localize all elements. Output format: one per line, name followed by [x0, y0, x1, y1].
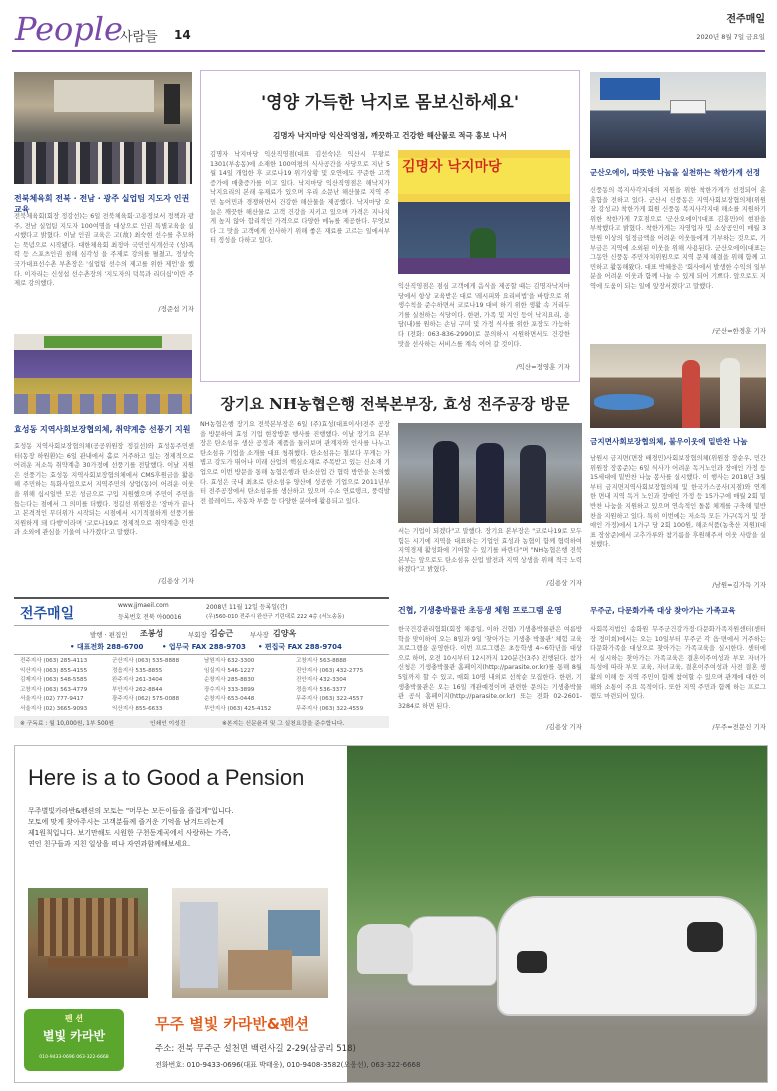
chief-name: 김양옥 — [273, 629, 297, 638]
section-title-korean: 사람들 — [120, 30, 158, 45]
page-number: 14 — [174, 28, 191, 42]
issue-date: 2020년 8월 7일 금요일 — [696, 33, 765, 41]
main-phone: • 대표전화 288-6700 — [70, 643, 144, 651]
info-divider-2 — [14, 654, 389, 655]
construction-headline: 건협, 기생충박물관 초등생 체험 프로그램 운영 — [398, 606, 562, 615]
logo-phone-text: 010-9433-0696 063-322-6668 — [39, 1055, 109, 1060]
info-website[interactable]: www.jjmaeil.com — [118, 602, 169, 609]
ad-description — [28, 806, 328, 850]
construction-body: 한국건강관리협회(회장 채종일, 이하 건협) 기생충박물관은 여름방학을 맞이하여 오는 8일과 9일 '찾아가는 기생충 박물관' 체험 교육프로그램을 운영한다. 이번 프로그램은 초등학생 4~6학년을 대상으로 하며, 오전 10시부터 12시까지 120분간(3주) 진행된다. 참가신청은 기생충박물관 홈페이지(http://parasite.or.kr)를 통해 8월 5일까지 할 수 있고, 매회 10명 내외로 선착순 모집한다. 한편, 기생충박물관은 오는 16일 개관예정이며 관련한 문의는 기생충박물관 공식 홈페이지(http://parasite.or.kr) 또는 전화 02-2601-3284로 하면 된다. — [398, 626, 582, 710]
sports-byline: /정준섭 기자 — [158, 305, 194, 313]
octopus-restaurant-photo — [398, 150, 570, 274]
nh-headline: 장기요 NH농협은행 전북본부장, 효성 전주공장 방문 — [220, 395, 570, 413]
deck-photo — [28, 888, 148, 998]
room-photo — [172, 888, 328, 998]
info-logo: 전주매일 — [20, 606, 75, 622]
info-divider — [14, 625, 389, 626]
octopus-body-left: 김명자 낙지마당 익산직영점(대표 김선숙)은 익산시 무왕로 1301(부송동)에 소재한 100여평의 식사공간을 사당으로 지난 5월 14일 개업한 후 코로나19 위기상황 및 오연에도 꾸준한 고객증가에 매출증가를 이고 있다. 낙지마당 익산직영점은 해낙지가 낙지요리의 본래 유재료가 있으며 우리 소문난 해산물로 지역 주민 농어민과 경쟁하면서 건강한 해산물을 제공했다. 낙지마당 오늘은 깨끗한 해산물로 고객 건강을 지키고 있으며 가격은 지나치게 높지 않아 합리적인 가격으로 다양한 메뉴를 제공한다. 무엇보다 그 맛을 고객에게 선사하기 위해 좋은 재료를 고르는 일에서부터 정성을 다하고 있다. — [210, 151, 390, 245]
ad-description-line: 모토에 맞게 찾아주시는 고객분들께 즐거운 기억을 남겨드리는게 — [28, 818, 224, 826]
muju-headline: 무주군, 다문화가족 대상 찾아가는 가족교육 — [590, 606, 736, 615]
publisher-label: 발행 · 편집인 — [90, 631, 128, 639]
chief-label: 부사장 — [250, 631, 269, 639]
hyosung-body: 효성동 지역사회보장협의체(공공위원장 정길선)와 효성동주민센터(동장 하원환)는 6일 관내에서 홀로 거주하고 있는 경제적으로 어려운 저소득 취약계층 30가정에 선풍기를 전달했다. 이날 지원은 선풍기는 효성동 지역사회보장협의체에서 CMS후원금을 활용해 주민하는 특화사업으로서 지역주민의 상업(동)이 어려운 이웃을 위해 십시일반 모은 성금으로 구입 지원했으며 주민이 주민을 돕는다는 점에서 그 의미를 더했다. 정길선 위원장은 '장마가 끝나고 본격적인 무더위가 시작되는 시점에서 시기적절하게 선풍기를 지원하게 돼 다행'이라며 '코로나19로 경제적으로 취약계층 안전과 소외에 관심을 기울여 나가겠다'고 말했다. — [14, 443, 194, 537]
sports-headline: 전북체육회 전북 · 전남 · 광주 실업팀 지도자 인권교육 — [14, 194, 190, 214]
info-address: (우)560-010 전주시 완산구 기린대로 222 4층 (서노송동) — [206, 614, 345, 620]
sports-photo — [14, 72, 192, 184]
caravan-photo — [347, 746, 768, 1083]
geumji-photo — [590, 344, 766, 428]
gunsan-headline: 군산오에이, 따뜻한 나눔을 실천하는 착한가게 선정 — [590, 168, 761, 177]
gunsan-body: 신풍동의 복지사각지대의 지원을 위한 착한가게가 선정되어 훈훈함을 전하고 있다. 군산시 신풍동은 지역사회보장협의체(위원장 강성교) 착한가게 회원 신풍동 복지사각지대 해소를 지원하기 위한 착한가게 7호점으로 '군산오에이'(대표 김홍만)이 현판을 부착했다고 밝혔다. 착한가게는 자영업자 및 소상공인이 매월 3만원 이상의 일정금액을 어려운 이웃들에게 기부하는 것으로, 기부금은 지역에 소외된 이웃을 위해 사용된다. 군산오에이(대표는 그동안 신풍동 주민자치위원으로 지역 문제 해결을 위해 함께 고민하고 활동해왔다. 대표 박혜웅은 '회사에서 발생한 수익의 일부분을 어려운 이웃과 함께 나눌 수 있게 되어 기쁘다. 앞으로도 지역에 도움이 되는 일에 앞장서겠다'고 말했다. — [590, 187, 766, 290]
hyosung-photo — [14, 334, 192, 414]
ad-title: Here is a to Good a Pension — [28, 765, 305, 790]
section-title: People — [15, 10, 123, 48]
hyosung-byline: /김용상 기자 — [158, 577, 194, 585]
hyosung-headline: 효성동 지역사회보장협의체, 취약계층 선풍기 지원 — [14, 425, 191, 434]
construction-byline: /김용상 기자 — [546, 723, 582, 731]
contact-row: 서울지사 (02) 3665-9093 — [20, 705, 88, 712]
info-founded: 2008년 11월 12일 등록일(간) — [206, 604, 288, 611]
pension-name: 무주 별빛 카라반&펜션 — [155, 1015, 309, 1033]
nh-byline: /김용상 기자 — [546, 579, 582, 587]
logo-caravan-text: 별빛 카라반 — [42, 1029, 106, 1043]
geumji-headline: 금지면사회보장협의체, 불우이웃에 밑반찬 나눔 — [590, 437, 748, 446]
octopus-headline: '영양 가득한 낙지로 몸보신하세요' — [260, 93, 520, 113]
vice-label: 부회장 — [188, 631, 207, 639]
ad-description-line: 제1원칙입니다. 보기만해도 시원한 구천동계곡에서 사랑하는 가족, — [28, 829, 231, 837]
octopus-body-right: 익산직영점은 점심 고객에게 음식을 제공할 때는 김명자낙지마당에서 항상 교육받은 대로 '레시피와 요리비법'을 바탕으로 위생수칙을 준수하면서 코로나19 대비 하기 위한 생활 속 거리두기를 실천하는 식당이다. 한편, 가족 및 지인 등이 낙지요리, 용담(내)를 원하는 손님 구미 및 가정 식사를 위한 포장도 가능하다 (전화: 063-836-2990)로 문의하시 시원하면서도 건강한 맛을 선사하는 서비스를 계속 이어 갈 것이다. — [398, 283, 570, 348]
contact-row: 서울지사 (02) 777-9417 — [20, 696, 84, 703]
vice-name: 김승근 — [210, 629, 234, 638]
octopus-byline: /익산=정영훈 기자 — [516, 363, 570, 371]
pension-logo — [24, 1009, 124, 1071]
info-registration: 등록번호 전북 아00016 — [118, 614, 182, 621]
pension-phone: 전화번호: 010-9433-0696(대표 박태웅), 010-9408-3582(오웅선), 063-322-6668 — [155, 1061, 421, 1069]
sports-body: 전북체육회(회장 정강선)는 6일 전북체육회·고용정보서 정책과 광주, 전남 실업팀 지도자 100여명을 대상으로 인권 특별교육을 실시했다고 밝혔다. 이날 인권 교육은 고(故) 최숙현 선수를 추모하는 묵념으로 시작됐다. 대한체육회 최정아 국민인식개선국 (성)폭력 등 스포츠인권 침해 심각성 을 주제로 강의를 펼쳤고, 정상숙 국가대표선수촌 부촌장은 '실업팀 선수의 제고를 위한 제언'을 했다. 이자리는 신성섭 선수촌장의 '지도자의 덕목과 리더십'이란 주제로 강의했다. — [14, 213, 194, 288]
muju-byline: /무주=전문신 기자 — [712, 723, 766, 731]
logo-pension-text: 펜 션 — [64, 1014, 84, 1023]
gunsan-byline: /군산=한경훈 기자 — [712, 327, 766, 335]
pension-address: 주소: 전북 무주군 설천면 백련사길 2-29(삼공리 518) — [155, 1044, 356, 1054]
contact-row: 김제지사 (063) 548-5585 — [20, 677, 88, 684]
paper-name: 전주매일 — [726, 14, 765, 25]
edit-fax: • 편집국 FAX 288-9704 — [258, 643, 342, 651]
contact-row: 전주지사 (063) 285-4113 — [20, 658, 88, 664]
printer-name: 인쇄인 이성진 — [150, 721, 186, 727]
ad-fax: • 업무국 FAX 288-9703 — [162, 643, 246, 651]
geumji-byline: /남원=김가득 기자 — [712, 581, 766, 589]
geumji-body: 남원시 금지면(면장 배경민)사회보장협의체(위원장 장순우, 민간위원장 장종준)는 6일 식사가 어려운 독거노인과 장애인 가정 등 15세대에 밑반찬 나눔 봉사를 실시했다. 이 행사는 2018년 3월부터 금지면지역사회보장협의체 및 한국가스공사(지점)와 연계한 면내 지역 독거 노인과 장애인 가정 등 15가구에 매월 2회 밑반찬 나눔을 지원하고 있으며 연속적인 돌봄 체계를 구축해 밑반찬을 지원하고 있다. 특히 이번에는 저소득 모든 가구(독거 및 장애인 가정)에서 1가구 당 2회 100원, 해조식품(농축산 지원)(대표 장삼준)에서 고추가루와 참기름을 후원해주셔 이웃 사랑을 실천했다. — [590, 455, 766, 549]
contact-row: 익산지사 (063) 855-4155 — [20, 667, 88, 674]
nh-visit-photo — [398, 423, 582, 523]
ad-description-line: 무주별빛카라반&펜션의 모토는 "머무는 모든이들을 즐겁게"입니다. — [28, 807, 234, 815]
restaurant-sign: 김명자 낙지마당 — [402, 159, 502, 175]
publisher-name: 조봉성 — [140, 629, 164, 638]
ethics-note: ※본지는 신문윤리 및 그 실천요강을 준수합니다. — [222, 721, 345, 727]
masthead-rule — [12, 50, 765, 52]
nh-body-right: 서는 기업이 되겠다"고 말했다. 장기요 본부장은 "코로나19로 모두 힘든 시기에 지역을 대표하는 기업인 효성과 농협이 함께 협력하여 지역경제 활성화에 기여할 수 있기를 바란다"며 "NH농협은행 전북본부는 앞으로도 탄소섬유 산업 발전과 지역 상생을 위해 적극 노력하겠다"고 밝혔다. — [398, 528, 582, 574]
ad-description-line: 연인 친구들과 지친 일상을 떠나 자연과함께해보세요. — [28, 840, 191, 848]
octopus-subheadline: 김명자 낙지마당 익산직영점, 깨끗하고 건강한 해산물로 적극 홍보 나서 — [273, 131, 507, 140]
contact-row: 고창지사 (063) 563-4779 — [20, 686, 88, 693]
gunsan-photo — [590, 72, 766, 158]
subscription-fee: ※ 구독료 : 월 10,000원, 1부 500원 — [20, 721, 114, 727]
muju-body: 사회복지법인 송화원 무주군건강가정·다문화가족지원센터(센터장 정미희)에서는 오는 10일부터 무주군 각 읍·면에서 거주하는 다문화가족을 대상으로 찾아가는 가족교육을 실시한다. 센터에서 실시하는 찾아가는 가족교육은 결혼이주여성과 부모 자녀가 특성에 따라 부모 교육, 자녀교육, 결혼이주여성과 사전 결혼 생활의 이해 등 지역 주민이 함께 참여할 수 있으며 관계에 대한 이해와 소통이 주요 목적이다. 또한 지역 주민과 함께 하는 프로그램도 마련되어 있다. — [590, 626, 766, 701]
nh-body-left: NH농협은행 장기요 전북본부장은 6일 (주)효성(대표이사)전주 공장을 방문하여 효성 기업 현장방문 행사를 진행했다. 이날 장기요 본부장은 탄소섬유 생산 공정과 제품을 둘러보며 관계자와 인사를 나누고 탄소섬유 기업을 소개를 대표 청취했다. 탄소섬유는 철보다 무게는 가볍고 강도가 뛰어나 미래 산업의 핵심소재로 주목받고 있는 신소재 기업으로 이번 방문을 통해 농협은행과 탄소산업 간 협력 방안을 논의했다. 효성은 국내 최초로 탄소섬유 양산에 성공한 기업으로 2011년부터 전주공장에서 탄소섬유를 생산하고 있으며 수소 연료탱크, 풍력발전 블레이드, 자동차 부품 등 다양한 분야에 활용되고 있다. — [200, 421, 390, 505]
